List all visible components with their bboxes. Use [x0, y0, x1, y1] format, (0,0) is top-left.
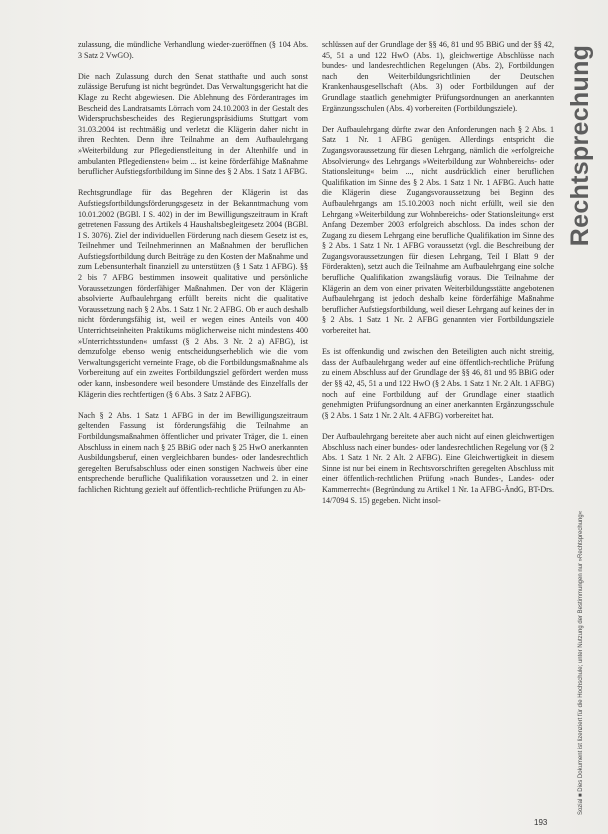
section-title-text: Rechtsprechung — [566, 44, 595, 246]
left-column — [78, 40, 308, 496]
page-number: 193 — [534, 818, 548, 827]
paragraph: Es ist offenkundig und zwischen den Beteiligten auch nicht streitig, dass der Aufbaulehrgang weder auf eine öffentlich-rechtliche Prüfung zu einem Abschluss auf der Grundlage der §§ 46, 81 und 95 BBiG oder der §§ 42, 45, 51 a und 122 HwO (§ 2 Abs. 1 Satz 1 Nr. 2 Alt. 1 AFBG) noch auf eine Fortbildung auf der Grundlage einer staatlich genehmigten Prüfungsordnung an einer anerkannten Ergänzungsschule (§ 2 Abs. 1 Satz 1 Nr. 2 Alt. 4 AFBG) vorbereitet hat. — [322, 347, 554, 420]
right-column — [322, 40, 554, 506]
paragraph: Der Aufbaulehrgang dürfte zwar den Anforderungen nach § 2 Abs. 1 Satz 1 Nr. 1 AFBG genügen. Allerdings entspricht die Zugangsvoraussetzung für diesen Lehrgang, nämlich die »erfolgreiche Absolvierung« des Lehrgangs »Weiterbildung zur Wohnbereichs- oder Stationsleitung« beim ..., nicht ausdrücklich einer beruflichen Qualifikation im Sinne des § 2 Abs. 1 Satz 1 Nr. 1 AFBG. Auch hatte die Klägerin diese Zugangsvoraussetzung bei Beginn des Aufbaulehrgangs am 15.10.2003 noch nicht erfüllt, weil sie den Lehrgang »Weiterbildung zur Wohnbereichs- oder Stationsleitung« erst Anfang Dezember 2003 erfolgreich abschloss. Da indes schon der Zugang zu diesem Lehrgang eine berufliche Qualifikation im Sinne des § 2 Abs. 1 Satz 1 Nr. 1 AFBG voraussetzt (vgl. die Beschreibung der Zugangsvoraussetzungen für diesen Lehrgang, Teil I Blatt 9 der Förderakten), setzt auch die Teilnahme am Aufbaulehrgang eine solche berufliche Qualifikation zwangsläufig voraus. Die Teilnahme der Klägerin an dem von einer privaten Weiterbildungsstätte angebotenen Aufbaulehrgang ist jedoch deshalb keine förderfähige Maßnahme beruflicher Aufstiegsfortbildung, weil dieser Lehrgang auf keines der in § 2 Abs. 1 Satz 1 Nr. 2 AFBG genannten vier Fortbildungsziele vorbereitet hat. — [322, 124, 554, 336]
paragraph: Rechtsgrundlage für das Begehren der Klägerin ist das Aufstiegsfortbildungsförderungsgesetz in der Bekanntmachung vom 10.01.2002 (BGBl. I S. 402) in der im Bewilligungszeitraum in Kraft getretenen Fassung des Artikels 4 Haushaltsbegleitgesetz 2004 (BGBl. I S. 3076). Ziel der individuellen Förderung nach diesem Gesetz ist es, Teilnehmer und Teilnehmerinnen an Maßnahmen der beruflichen Aufstiegsfortbildung durch Beiträge zu den Kosten der Maßnahme und zum Lebensunterhalt finanziell zu unterstützen (§ 1 Satz 1 AFBG). §§ 2 bis 7 AFBG bestimmen insoweit qualitative und persönliche Voraussetzungen förderfähiger Maßnahmen. Der von der Klägerin absolvierte Aufbaulehrgang erfüllt bereits nicht die qualitative Voraussetzung nach § 2 Abs. 1 Satz 1 Nr. 2 AFBG. Ob er auch deshalb nicht förderungsfähig ist, weil er wegen eines Anteils von 400 Unterrichtseinheiten Praktikums möglicherweise nicht mindestens 400 »Unterrichtsstunden« umfasst (§ 2 Abs. 3 Nr. 2 a) AFBG), ist demzufolge ebenso wenig entscheidungserheblich wie die vom Verwaltungsgericht verneinte Frage, ob die Fortbildungsmaßnahme als Vorbereitung auf ein zweites Fortbildungsziel gefördert werden muss oder kann, insbesondere weil besondere Umstände des Einzelfalls der Klägerin dies rechtfertigen (§ 6 Abs. 3 Satz 2 AFBG). — [78, 188, 308, 399]
paragraph: Nach § 2 Abs. 1 Satz 1 AFBG in der im Bewilligungszeitraum geltenden Fassung ist förderungsfähig die Teilnahme an Fortbildungsmaßnahmen öffentlicher und privater Träger, die 1. einen Abschluss in einem nach § 25 BBiG oder nach § 25 HwO anerkannten Ausbildungsberuf, einen vergleichbaren bundes- oder landesrechtlich geregelten Berufsabschluss oder einen sonstigen Nachweis über eine entsprechende berufliche Qualifikation voraussetzen und 2. in einer fachlichen Richtung gezielt auf öffentlich-rechtliche Prüfungen zu Ab- — [78, 410, 308, 494]
section-title — [561, 40, 601, 250]
copyright-notice — [574, 505, 588, 820]
paragraph: zulassung, die mündliche Verhandlung wieder-zueröffnen (§ 104 Abs. 3 Satz 2 VwGO). — [78, 40, 308, 60]
paragraph: Der Aufbaulehrgang bereitete aber auch nicht auf einen gleichwertigen Abschluss nach einer bundes- oder landesrechtlichen Regelung vor (§ 2 Abs. 1 Satz 1 Nr. 2 Alt. 2 AFBG). Eine Gleichwertigkeit in diesem Sinne ist nur bei einem in Rechtsvorschriften geregelten Abschluss mit einer öffentlich-rechtlichen Prüfung »nach Bundes-, Landes- oder Kammerrecht« (Begründung zu Artikel 1 Nr. 1a AFBG-ÄndG, BT-Drs. 14/7094 S. 15) gegeben. Nicht insol- — [322, 431, 554, 505]
copyright-text: Sozial ■ Dies Dokument ist lizenziert für die Hochschule; unter Nutzung der Bestimmungen nur »Rechtsprechung« — [578, 510, 585, 815]
paragraph: schlüssen auf der Grundlage der §§ 46, 81 und 95 BBiG und der §§ 42, 45, 51 a und 122 HwO (Abs. 1), gleichwertige Abschlüsse nach bundes- und landesrechtlichen Regelungen (Abs. 2), Fortbildungen nach den Weiterbildungsrichtlinien der Deutschen Krankenhausgesellschaft (Abs. 3) oder Fortbildungen auf der Grundlage staatlich genehmigter Prüfungsordnungen an anerkannten Ergänzungsschulen (Abs. 4) vorbereiten (Fortbildungsziele). — [322, 40, 554, 113]
paragraph: Die nach Zulassung durch den Senat statthafte und auch sonst zulässige Berufung ist nicht begründet. Das Verwaltungsgericht hat die Klage zu Recht abgewiesen. Die Ablehnung des Förderantrages im Bescheid des Landratsamts Lörrach vom 24.10.2003 in der Gestalt des Widerspruchsbescheides des Regierungspräsidiums Stuttgart vom 31.03.2004 ist rechtmäßig und verletzt die Klägerin daher nicht in ihren Rechten. Denn ihre Teilnahme an dem Aufbaulehrgang »Weiterbildung zur Pflegedienstleitung in der Altenhilfe und in ambulanten Pflegediensten« beim ... ist keine förderfähige Maßnahme beruflicher Aufstiegsfortbildung im Sinne des § 2 Abs. 1 Satz 1 AFBG. — [78, 71, 308, 177]
